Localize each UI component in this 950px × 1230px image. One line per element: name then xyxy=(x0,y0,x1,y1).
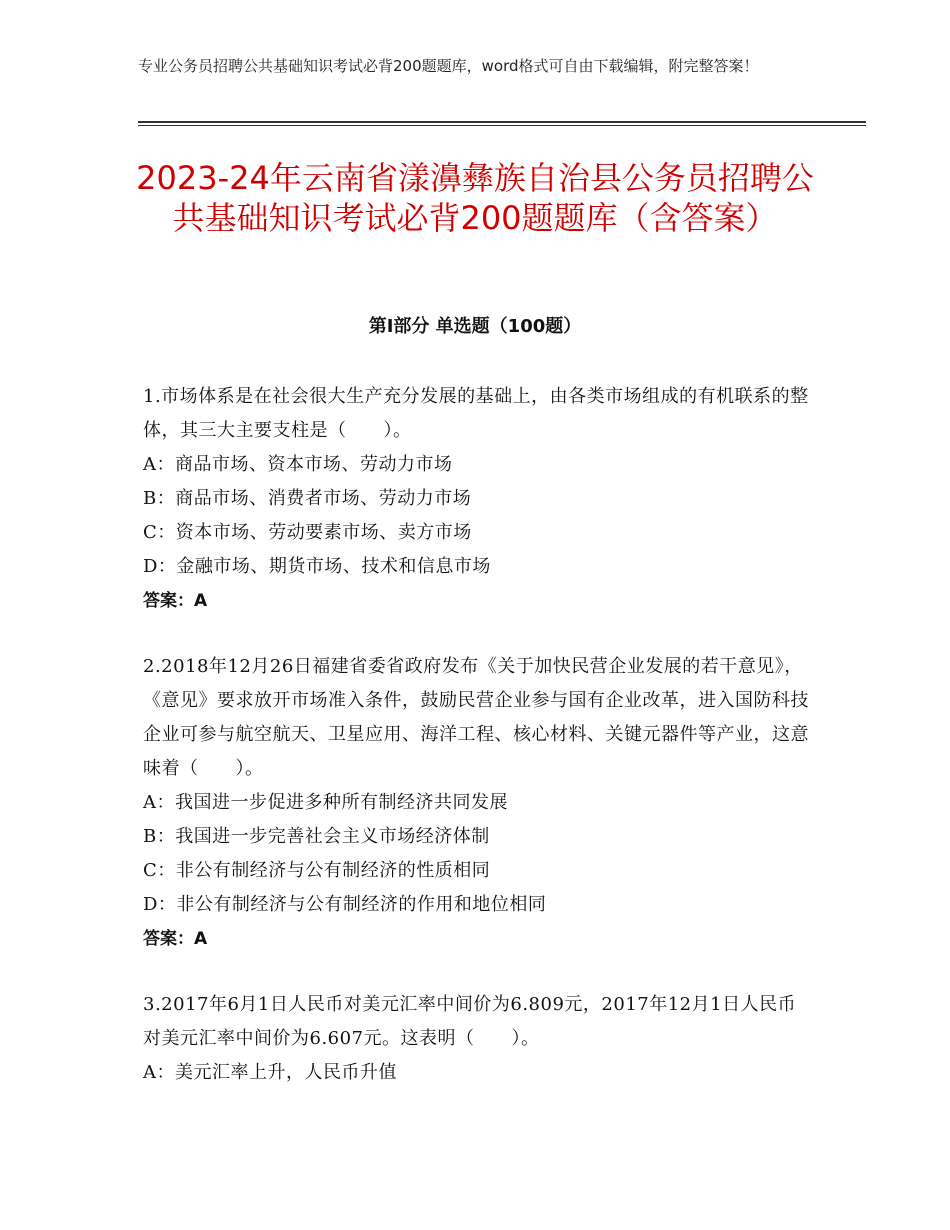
question-stem: 1.市场体系是在社会很大生产充分发展的基础上，由各类市场组成的有机联系的整体，其三大主要支柱是（ ）。 xyxy=(143,386,809,441)
question-list xyxy=(143,380,813,1122)
section-title: 第Ⅰ部分 单选题（100题） xyxy=(368,316,582,337)
option-b: B：商品市场、消费者市场、劳动力市场 xyxy=(143,488,472,509)
header-divider-thin xyxy=(138,125,866,126)
option-d: D：金融市场、期货市场、技术和信息市场 xyxy=(143,556,491,577)
document-title: 2023-24年云南省漾濞彝族自治县公务员招聘公共基础知识考试必背200题题库（含答案） xyxy=(136,159,814,237)
option-d: D：非公有制经济与公有制经济的作用和地位相同 xyxy=(143,894,547,915)
option-b: B：我国进一步完善社会主义市场经济体制 xyxy=(143,826,490,847)
answer: 答案：A xyxy=(143,591,208,611)
question-stem: 3.2017年6月1日人民币对美元汇率中间价为6.809元，2017年12月1日人民币对美元汇率中间价为6.607元。这表明（ ）。 xyxy=(143,994,797,1049)
question-2 xyxy=(143,650,813,956)
header-divider-thick xyxy=(138,121,866,123)
option-c: C：非公有制经济与公有制经济的性质相同 xyxy=(143,860,491,881)
header-note: 专业公务员招聘公共基础知识考试必背200题题库，word格式可自由下载编辑，附完整答案！ xyxy=(138,57,759,75)
answer: 答案：A xyxy=(143,929,208,949)
option-a: A：商品市场、资本市场、劳动力市场 xyxy=(143,454,453,475)
question-stem: 2.2018年12月26日福建省委省政府发布《关于加快民营企业发展的若干意见》，《意见》要求放开市场准入条件，鼓励民营企业参与国有企业改革，进入国防科技企业可参与航空航天、卫星应用、海洋工程、核心材料、关键元器件等产业，这意味着（ ）。 xyxy=(143,656,809,779)
option-a: A：我国进一步促进多种所有制经济共同发展 xyxy=(143,792,508,813)
option-a: A：美元汇率上升，人民币升值 xyxy=(143,1062,397,1083)
question-3 xyxy=(143,988,813,1090)
option-c: C：资本市场、劳动要素市场、卖方市场 xyxy=(143,522,472,543)
question-1 xyxy=(143,380,813,618)
